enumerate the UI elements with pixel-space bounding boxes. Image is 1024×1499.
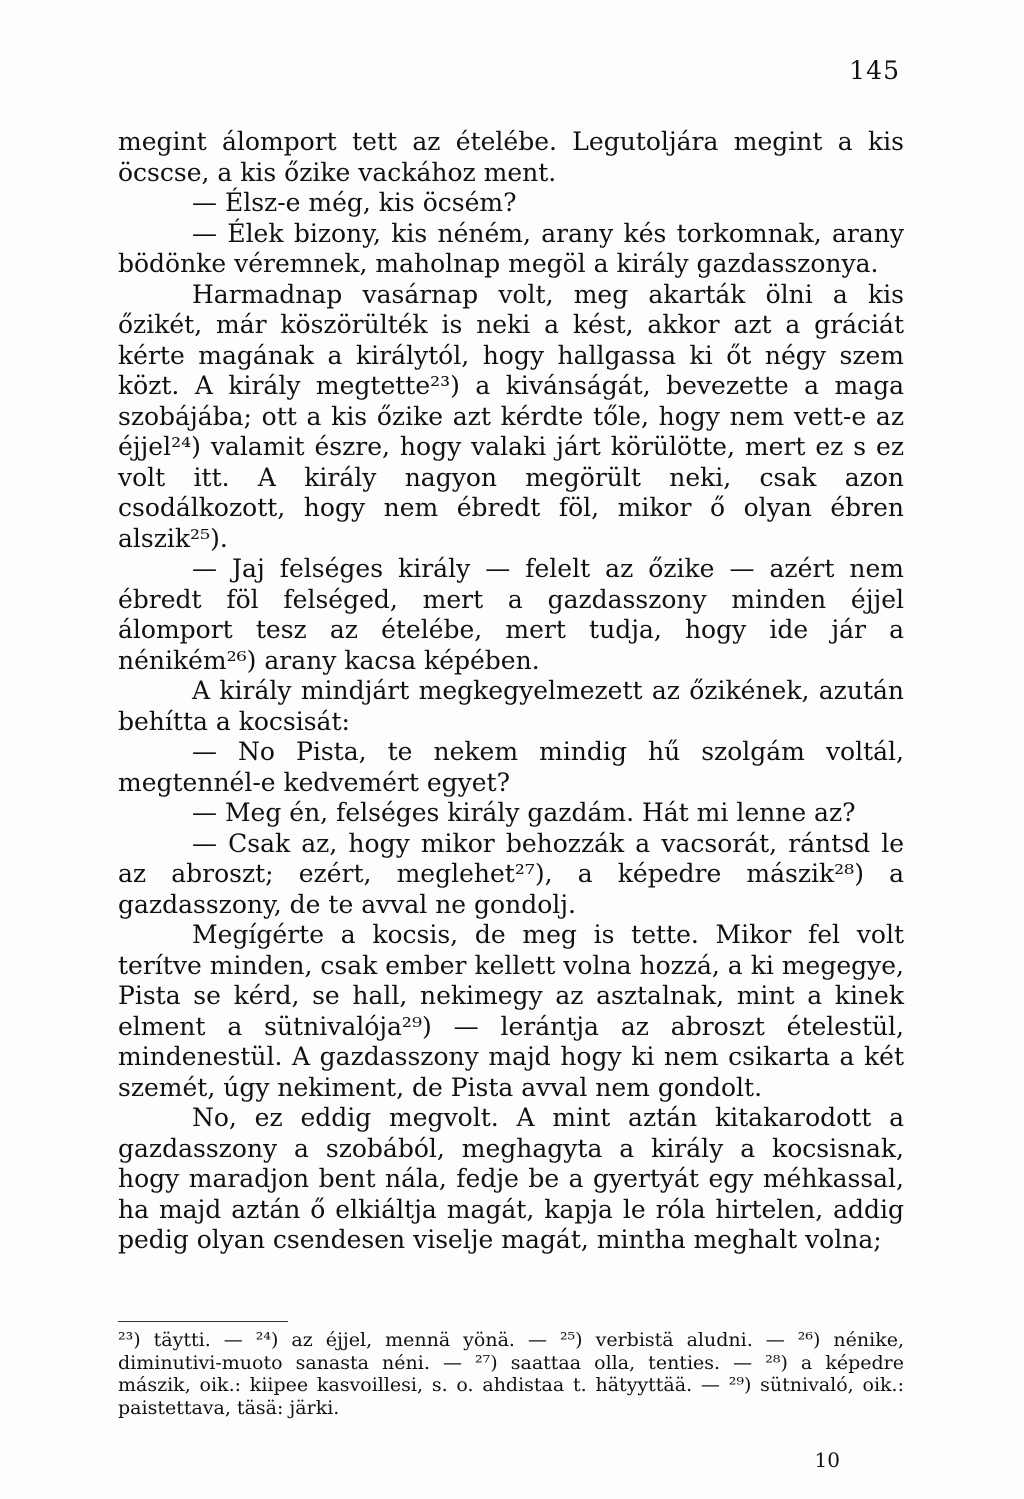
footnote-divider — [118, 1321, 288, 1322]
paragraph: Harmadnap vasárnap volt, meg akarták ölni a kis őzikét, már köszörülték is neki a kést, akkor azt a gráciát kérte magának a királytól, hogy hallgassa ki őt négy szem közt. A király megtette²³) a kivánságát, bevezette a maga szobájába; ott a kis őzike azt kérdte tőle, hogy nem vett-e az éjjel²⁴) valamit észre, hogy valaki járt körülötte, mert ez s ez volt itt. A király nagyon megörült neki, csak azon csodálkozott, hogy nem ébredt föl, mikor ő olyan ébren alszik²⁵). — [118, 279, 904, 553]
paragraph: A király mindjárt megkegyelmezett az őzikének, azután behítta a kocsisát: — [118, 676, 904, 736]
signature-mark: 10 — [814, 1448, 840, 1472]
body-text — [118, 127, 904, 1256]
paragraph: — No Pista, te nekem mindig hű szolgám voltál, megtennél-e kedvemért egyet? — [118, 737, 904, 797]
paragraph: — Élek bizony, kis néném, arany kés torkomnak, arany bödönke véremnek, maholnap megöl a király gazdasszonya. — [118, 218, 904, 278]
footnotes — [118, 1329, 904, 1419]
paragraph: megint álomport tett az ételébe. Legutoljára megint a kis öcscse, a kis őzike vackához ment. — [118, 127, 904, 187]
paragraph: — Élsz-e még, kis öcsém? — [192, 188, 517, 217]
paragraph: — Jaj felséges király — felelt az őzike — azért nem ébredt föl felséged, mert a gazdasszony minden éjjel álomport tesz az ételébe, mert tudja, hogy ide jár a nénikém²⁶) arany kacsa képében. — [118, 554, 904, 675]
paragraph: No, ez eddig megvolt. A mint aztán kitakarodott a gazdasszony a szobából, meghagyta a király a kocsisnak, hogy maradjon bent nála, fedje be a gyertyát egy méhkassal, ha majd aztán ő elkiáltja magát, kapja le róla hirtelen, addig pedig olyan csendesen viselje magát, mintha meghalt volna; — [118, 1103, 904, 1254]
paragraph: — Meg én, felséges király gazdám. Hát mi lenne az? — [192, 798, 856, 827]
paragraph: Megígérte a kocsis, de meg is tette. Mikor fel volt terítve minden, csak ember kellett volna hozzá, a ki megegye, Pista se kérd, se hall, nekimegy az asztalnak, mint a kinek elment a sütnivalója²⁹) — lerántja az abroszt ételestül, mindenestül. A gazdasszony majd hogy ki nem csikarta a két szemét, úgy nekiment, de Pista avval nem gondolt. — [118, 920, 904, 1102]
page-number: 145 — [849, 56, 900, 85]
paragraph: — Csak az, hogy mikor behozzák a vacsorát, rántsd le az abroszt; ezért, meglehet²⁷), a képedre mászik²⁸) a gazdasszony, de te avval ne gondolj. — [118, 828, 904, 919]
footnote-text: ²³) täytti. — ²⁴) az éjjel, mennä yönä. — ²⁵) verbistä aludni. — ²⁶) nénike, diminutivi-muoto sanasta néni. — ²⁷) saattaa olla, tenties. — ²⁸) a képedre mászik, oik.: kiipee kasvoillesi, s. o. ahdistaa t. hätyyttää. — ²⁹) sütnivaló, oik.: paistettava, täsä: järki. — [118, 1329, 904, 1419]
